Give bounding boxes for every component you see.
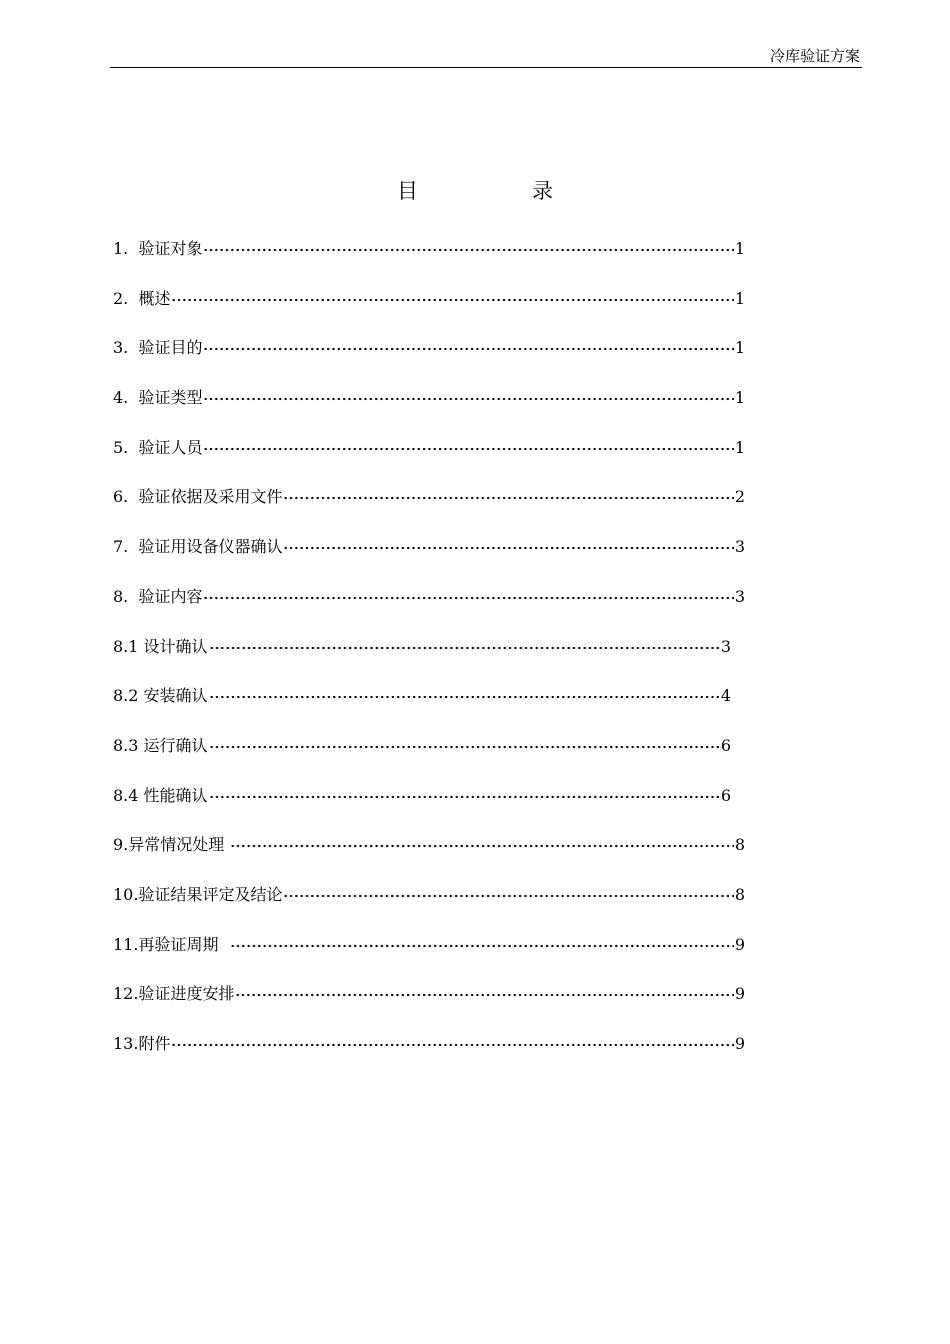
toc-entry-page: 3 [734, 537, 745, 557]
toc-entry-label: 8.1 设计确认 [113, 636, 208, 656]
toc-entry-page: 9 [734, 1034, 745, 1053]
toc-entry[interactable] [113, 832, 745, 882]
toc-heading-right-char: 录 [532, 179, 553, 203]
toc-entry-label: 10.验证结果评定及结论 [113, 884, 283, 904]
toc-entry[interactable] [113, 385, 745, 435]
toc-entry-label: 8. 验证内容 [113, 586, 203, 606]
toc-entry-page: 4 [720, 686, 731, 706]
toc-entry[interactable] [113, 932, 745, 982]
toc-entry-page: 1 [734, 437, 745, 457]
toc-entry-page: 1 [734, 388, 745, 408]
toc-entry-label: 8.2 安装确认 [113, 686, 208, 706]
toc-heading [0, 177, 950, 205]
toc-heading-left-char: 目 [397, 179, 418, 203]
toc-entry-label: 2. 概述 [113, 288, 171, 308]
toc-entry[interactable] [113, 534, 745, 584]
toc-entry-label: 8.3 运行确认 [113, 735, 208, 755]
toc-entry[interactable] [113, 484, 745, 534]
toc-entry-page: 9 [734, 984, 745, 1004]
toc-entry[interactable] [113, 286, 745, 336]
toc-leader-dots [209, 783, 720, 809]
toc-entry-label: 4. 验证类型 [113, 388, 203, 408]
toc-entry-page: 6 [720, 785, 731, 805]
running-header-title: 冷库验证方案 [769, 47, 860, 65]
toc-entry[interactable] [113, 1031, 745, 1081]
toc-leader-dots [209, 683, 720, 709]
toc-leader-dots [283, 882, 733, 908]
toc-entry[interactable] [113, 783, 731, 833]
toc-entry-page: 3 [720, 636, 731, 656]
toc-entry-label: 5. 验证人员 [113, 437, 203, 457]
toc-leader-dots [230, 832, 733, 858]
toc-leader-dots [209, 733, 720, 759]
toc-entry[interactable] [113, 634, 731, 684]
toc-leader-dots [203, 385, 733, 411]
toc-entry-page: 6 [720, 735, 731, 755]
toc-leader-dots [203, 584, 733, 610]
toc-entry-label: 7. 验证用设备仪器确认 [113, 537, 283, 557]
toc-entry-label: 6. 验证依据及采用文件 [113, 487, 283, 507]
toc-entry-label: 1. 验证对象 [113, 239, 203, 258]
toc-entry-page: 1 [734, 288, 745, 308]
toc-leader-dots [171, 1031, 733, 1057]
toc-entry-page: 8 [734, 884, 745, 904]
toc-entry-page: 9 [734, 934, 745, 954]
toc-entry-label: 12.验证进度安排 [113, 984, 235, 1004]
toc-entry[interactable] [113, 882, 745, 932]
toc-leader-dots [203, 335, 733, 361]
toc-entry-page: 8 [734, 835, 745, 855]
toc-entry[interactable] [113, 584, 745, 634]
toc-entry-label: 3. 验证目的 [113, 338, 203, 358]
header-rule [110, 67, 862, 68]
toc-leader-dots [230, 932, 734, 958]
toc-entry[interactable] [113, 733, 731, 783]
toc-entry[interactable] [113, 335, 745, 385]
toc-leader-dots [203, 435, 733, 461]
toc-entry-page: 2 [734, 487, 745, 507]
toc-entry-page: 1 [734, 239, 745, 258]
toc-entry[interactable] [113, 981, 745, 1031]
toc-entry-label: 9.异常情况处理 [113, 835, 230, 855]
toc-entry-page: 3 [734, 586, 745, 606]
toc-entry-label: 11.再验证周期 [113, 934, 229, 954]
toc-leader-dots [235, 981, 733, 1007]
toc-entry-label: 8.4 性能确认 [113, 785, 208, 805]
toc-leader-dots [203, 236, 733, 262]
toc-entry[interactable] [113, 236, 745, 286]
toc-entry[interactable] [113, 683, 731, 733]
toc-list [113, 236, 745, 1081]
toc-entry-label: 13.附件 [113, 1034, 171, 1053]
toc-leader-dots [283, 534, 733, 560]
toc-entry[interactable] [113, 435, 745, 485]
toc-leader-dots [283, 484, 733, 510]
toc-leader-dots [209, 634, 720, 660]
toc-leader-dots [171, 286, 733, 312]
toc-entry-page: 1 [734, 338, 745, 358]
